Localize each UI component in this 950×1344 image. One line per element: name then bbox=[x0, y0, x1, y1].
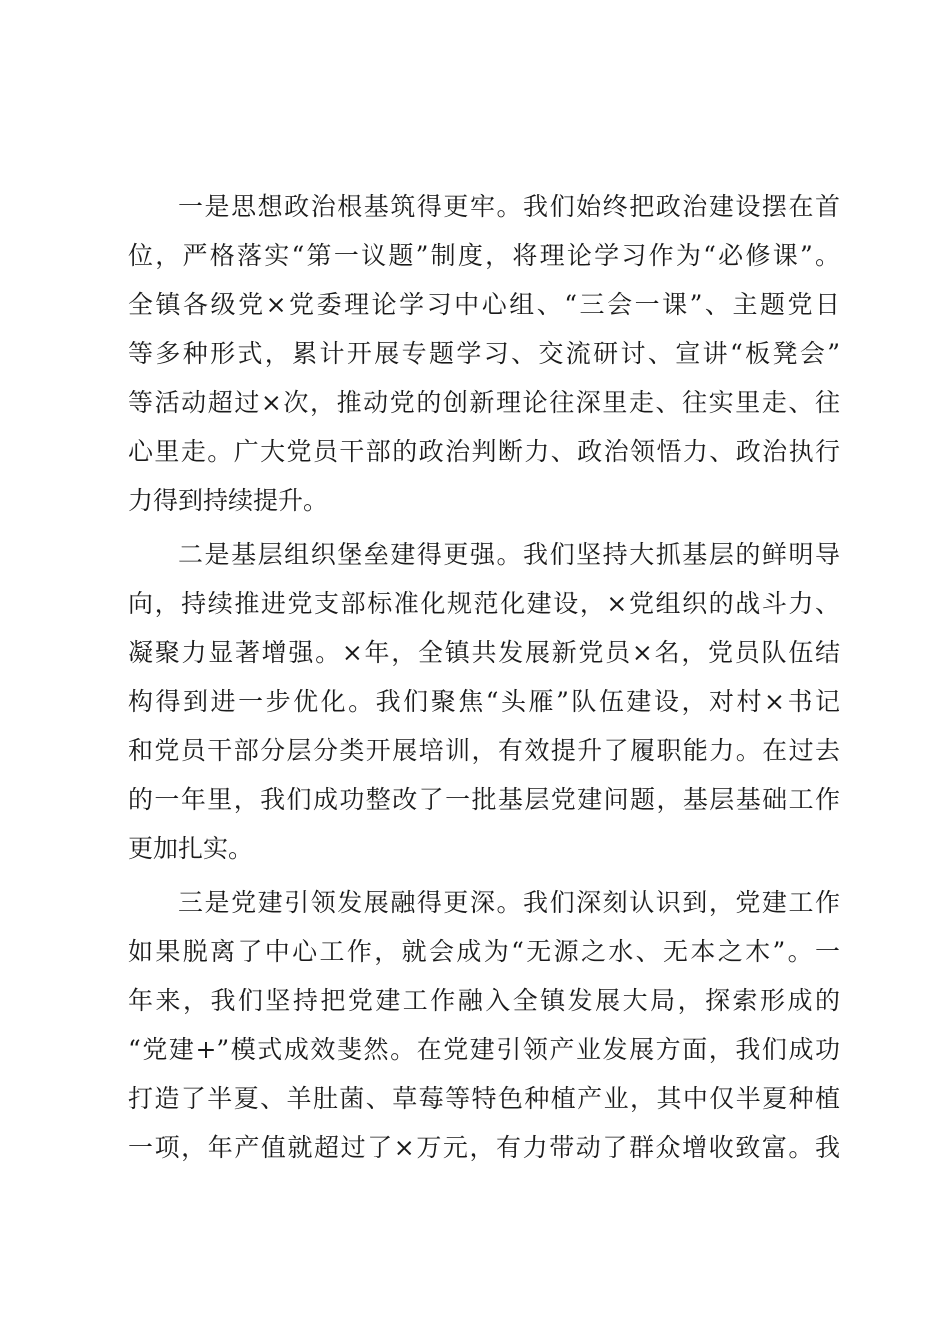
text-line: 构得到进一步优化。我们聚焦“头雁”队伍建设，对村×书记 bbox=[128, 687, 840, 716]
text-line: 等活动超过×次，推动党的创新理论往深里走、往实里走、往 bbox=[128, 388, 840, 417]
text-line: 二是基层组织堡垒建得更强。我们坚持大抓基层的鲜明导 bbox=[178, 540, 840, 569]
document-body bbox=[128, 182, 840, 1177]
paragraph-ideological-foundation bbox=[128, 182, 840, 525]
paragraph-party-building-development bbox=[128, 878, 840, 1172]
text-line: 全镇各级党×党委理论学习中心组、“三会一课”、主题党日 bbox=[128, 290, 840, 319]
text-line: 和党员干部分层分类开展培训，有效提升了履职能力。在过去 bbox=[128, 736, 840, 765]
text-line: 凝聚力显著增强。×年，全镇共发展新党员×名，党员队伍结 bbox=[128, 638, 840, 667]
text-line: 三是党建引领发展融得更深。我们深刻认识到，党建工作 bbox=[178, 888, 840, 917]
text-line: 更加扎实。 bbox=[128, 834, 254, 863]
text-line: 心里走。广大党员干部的政治判断力、政治领悟力、政治执行 bbox=[128, 437, 840, 466]
text-line: 的一年里，我们成功整改了一批基层党建问题，基层基础工作 bbox=[128, 785, 840, 814]
text-line: 如果脱离了中心工作，就会成为“无源之水、无本之木”。一 bbox=[128, 937, 840, 966]
text-line: 打造了半夏、羊肚菌、草莓等特色种植产业，其中仅半夏种植 bbox=[128, 1084, 840, 1113]
text-line: 位，严格落实“第一议题”制度，将理论学习作为“必修课”。 bbox=[128, 241, 840, 270]
text-line: 力得到持续提升。 bbox=[128, 486, 329, 515]
text-line: 向，持续推进党支部标准化规范化建设，×党组织的战斗力、 bbox=[128, 589, 840, 618]
paragraph-grassroots-organization bbox=[128, 530, 840, 873]
text-line: 一项，年产值就超过了×万元，有力带动了群众增收致富。我 bbox=[128, 1133, 840, 1162]
text-line: 等多种形式，累计开展专题学习、交流研讨、宣讲“板凳会” bbox=[128, 339, 840, 368]
text-line: “党建+”模式成效斐然。在党建引领产业发展方面，我们成功 bbox=[128, 1035, 840, 1064]
text-line: 一是思想政治根基筑得更牢。我们始终把政治建设摆在首 bbox=[178, 192, 840, 221]
text-line: 年来，我们坚持把党建工作融入全镇发展大局，探索形成的 bbox=[128, 986, 840, 1015]
